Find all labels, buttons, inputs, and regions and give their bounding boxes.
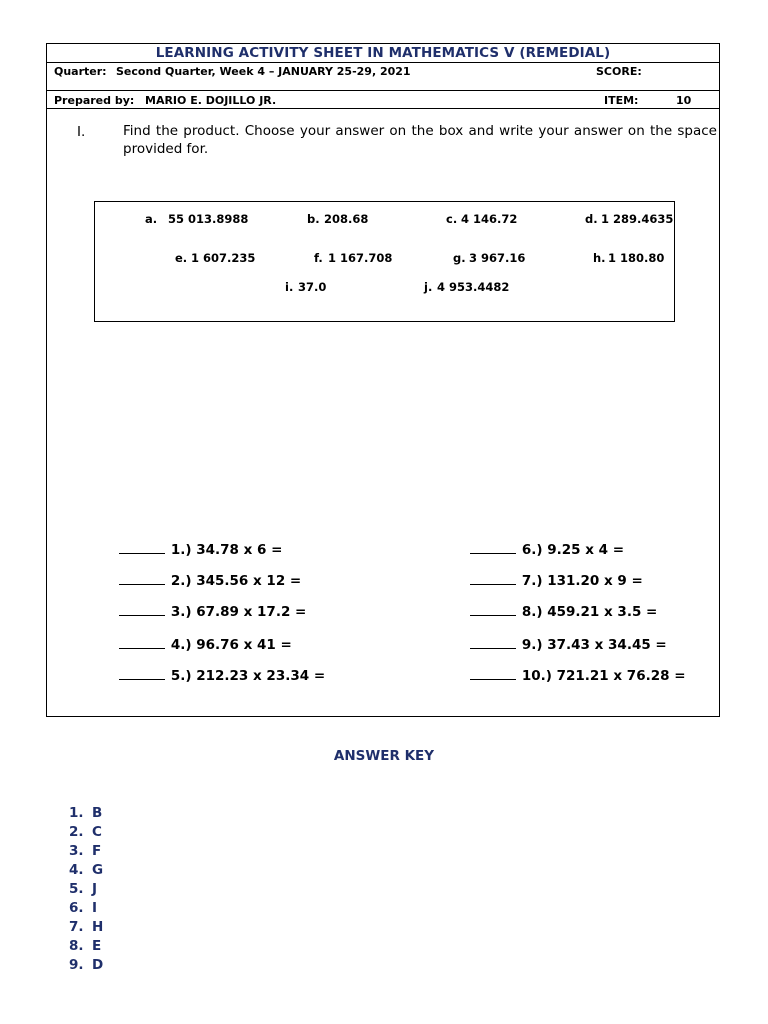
answer-key-item xyxy=(69,823,103,842)
answer-key-letter: C xyxy=(92,824,102,840)
answer-key-item xyxy=(69,880,103,899)
prepared-by-value: MARIO E. DOJILLO JR. xyxy=(145,94,277,107)
answer-key-number: 6. xyxy=(69,900,84,916)
choice-letter: b. xyxy=(307,212,320,226)
answer-key-letter: I xyxy=(92,900,98,916)
problem-expression: 96.76 x 41 = xyxy=(196,637,292,653)
problem-item xyxy=(100,651,325,702)
quarter-value: Second Quarter, Week 4 – JANUARY 25-29, 2021 xyxy=(116,65,411,78)
answer-key-title: ANSWER KEY xyxy=(333,748,435,764)
choice-letter: j. xyxy=(424,280,433,294)
answer-key-number: 8. xyxy=(69,938,84,954)
problem-number: 7.) xyxy=(521,573,543,589)
answer-blank[interactable] xyxy=(119,637,165,649)
problem-number: 9.) xyxy=(521,637,543,653)
problem-expression: 34.78 x 6 = xyxy=(196,542,283,558)
problem-expression: 131.20 x 9 = xyxy=(547,573,643,589)
choice-letter: f. xyxy=(314,251,323,265)
choice-letter: g. xyxy=(453,251,466,265)
problem-expression: 459.21 x 3.5 = xyxy=(547,604,658,620)
choice-letter: i. xyxy=(285,280,294,294)
problem-number: 4.) xyxy=(170,637,192,653)
answer-key-number: 2. xyxy=(69,824,84,840)
answer-key-item xyxy=(69,861,103,880)
answer-key-letter: G xyxy=(92,862,104,878)
answer-key-number: 9. xyxy=(69,957,84,973)
answer-key-number: 5. xyxy=(69,881,84,897)
answer-key-letter: F xyxy=(92,843,102,859)
problem-number: 10.) xyxy=(521,668,552,684)
choice-letter: h. xyxy=(593,251,606,265)
prepared-by-label: Prepared by: xyxy=(54,94,135,107)
answer-key-item xyxy=(69,956,103,975)
answer-key-letter: B xyxy=(92,805,103,821)
choice-value: 4 953.4482 xyxy=(437,280,510,294)
problem-number: 2.) xyxy=(170,573,192,589)
choice-value: 1 167.708 xyxy=(328,251,393,265)
choice-letter: d. xyxy=(585,212,598,226)
answer-key-letter: E xyxy=(92,938,102,954)
problem-number: 5.) xyxy=(170,668,192,684)
choice-value: 1 180.80 xyxy=(608,251,665,265)
answer-key-list xyxy=(69,804,103,975)
item-value: 10 xyxy=(676,94,692,107)
answer-key-item xyxy=(69,804,103,823)
divider xyxy=(47,108,719,109)
answer-key-item xyxy=(69,937,103,956)
choice-value: 208.68 xyxy=(324,212,369,226)
choice-letter: c. xyxy=(446,212,458,226)
answer-key-item xyxy=(69,842,103,861)
answer-blank[interactable] xyxy=(119,542,165,554)
answer-key-item xyxy=(69,918,103,937)
choice-value: 4 146.72 xyxy=(461,212,518,226)
problem-expression: 9.25 x 4 = xyxy=(547,542,625,558)
problem-expression: 212.23 x 23.34 = xyxy=(196,668,326,684)
answer-key-number: 4. xyxy=(69,862,84,878)
quarter-label: Quarter: xyxy=(54,65,107,78)
answer-key-item xyxy=(69,899,103,918)
answer-key-number: 1. xyxy=(69,805,84,821)
problem-expression: 345.56 x 12 = xyxy=(196,573,302,589)
answer-key-letter: H xyxy=(92,919,104,935)
answer-key-letter: D xyxy=(92,957,104,973)
choice-value: 37.0 xyxy=(298,280,327,294)
answer-blank[interactable] xyxy=(119,604,165,616)
choice-letter: a. xyxy=(145,212,158,226)
choice-value: 3 967.16 xyxy=(469,251,526,265)
problem-number: 8.) xyxy=(521,604,543,620)
choice-value: 1 289.4635 xyxy=(601,212,674,226)
problem-number: 1.) xyxy=(170,542,192,558)
answer-blank[interactable] xyxy=(119,573,165,585)
choice-value: 55 013.8988 xyxy=(168,212,249,226)
answer-key-number: 3. xyxy=(69,843,84,859)
answer-blank[interactable] xyxy=(470,604,516,616)
answer-key-number: 7. xyxy=(69,919,84,935)
divider xyxy=(47,90,719,91)
answer-blank[interactable] xyxy=(470,542,516,554)
instruction-text: Find the product. Choose your answer on the box and write your answer on the space provided for. xyxy=(123,123,717,157)
choice-letter: e. xyxy=(175,251,188,265)
answer-blank[interactable] xyxy=(119,668,165,680)
score-label: SCORE: xyxy=(596,65,642,78)
problem-expression: 721.21 x 76.28 = xyxy=(556,668,686,684)
choices-box xyxy=(94,201,675,322)
problem-number: 3.) xyxy=(170,604,192,620)
answer-blank[interactable] xyxy=(470,573,516,585)
section-number: I. xyxy=(77,124,86,140)
problem-item xyxy=(451,651,686,702)
answer-key-letter: J xyxy=(92,881,98,897)
sheet-title: LEARNING ACTIVITY SHEET IN MATHEMATICS V (REMEDIAL) xyxy=(155,45,611,61)
item-label: ITEM: xyxy=(604,94,639,107)
problem-expression: 67.89 x 17.2 = xyxy=(196,604,307,620)
choice-value: 1 607.235 xyxy=(191,251,256,265)
answer-blank[interactable] xyxy=(470,637,516,649)
problem-expression: 37.43 x 34.45 = xyxy=(547,637,667,653)
activity-sheet xyxy=(46,43,720,717)
divider xyxy=(47,62,719,63)
answer-blank[interactable] xyxy=(470,668,516,680)
problem-number: 6.) xyxy=(521,542,543,558)
